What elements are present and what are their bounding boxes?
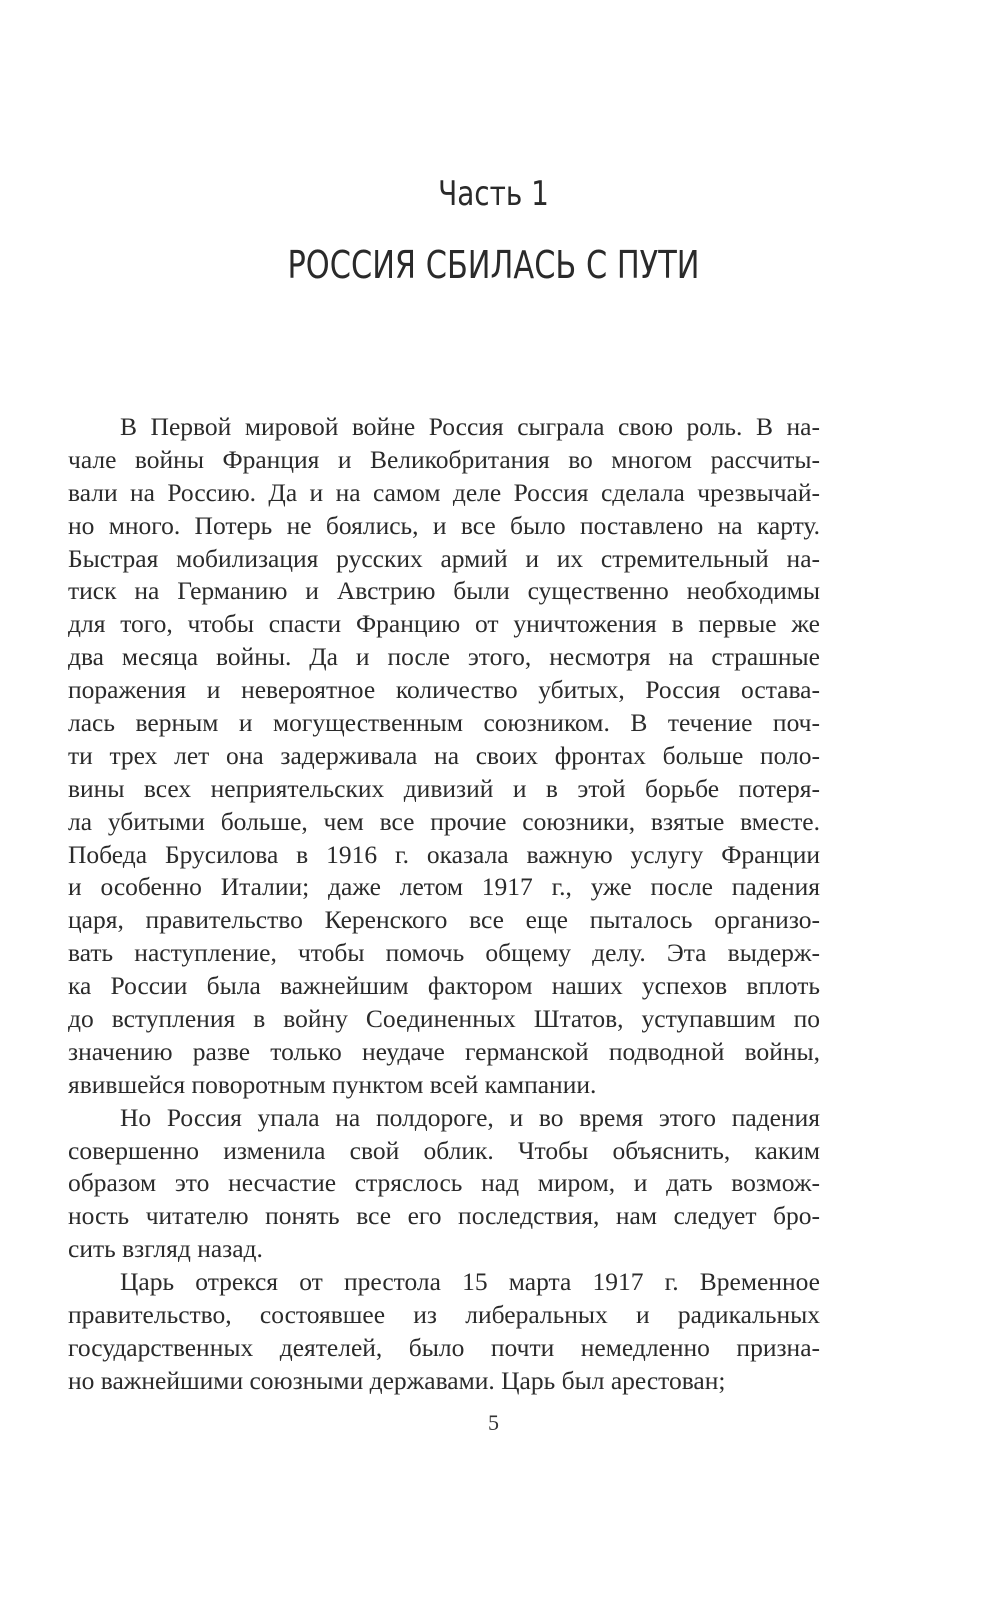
- paragraph: [68, 1266, 820, 1398]
- text-line: до вступления в войну Соединенных Штатов, уступавшим по: [68, 1004, 820, 1034]
- text-line: но много. Потерь не боялись, и все было поставлено на карту.: [68, 510, 820, 540]
- text-line: и особенно Италии; даже летом 1917 г., уже после падения: [68, 872, 820, 902]
- page-number: 5: [488, 1410, 499, 1435]
- text-line: вали на Россию. Да и на самом деле Россия сделала чрезвычай-: [68, 477, 820, 507]
- text-line: вать наступление, чтобы помочь общему делу. Эта выдерж-: [68, 938, 820, 968]
- text-line: чале войны Франция и Великобритания во многом рассчиты-: [68, 444, 820, 474]
- text-line: ка России была важнейшим фактором наших успехов вплоть: [68, 971, 820, 1001]
- text-line: два месяца войны. Да и после этого, несмотря на страшные: [68, 642, 820, 672]
- text-line: В Первой мировой войне Россия сыграла свою роль. В на-: [120, 412, 820, 441]
- text-line: Победа Брусилова в 1916 г. оказала важную услугу Франции: [68, 839, 820, 869]
- text-line: значению разве только неудаче германской подводной войны,: [68, 1036, 820, 1066]
- text-line: Царь отрекся от престола 15 марта 1917 г. Временное: [120, 1267, 820, 1297]
- text-line: тиск на Германию и Австрию были существенно необходимы: [68, 576, 820, 606]
- text-line: правительство, состоявшее из либеральных и радикальных: [68, 1300, 820, 1330]
- text-line: но важнейшими союзными державами. Царь был арестован;: [68, 1365, 726, 1395]
- text-line: поражения и невероятное количество убитых, Россия остава-: [68, 675, 820, 705]
- text-line: явившейся поворотным пунктом всей кампании.: [68, 1069, 597, 1099]
- part-label: Часть 1: [438, 174, 549, 214]
- text-line: для того, чтобы спасти Францию от уничтожения в первые же: [68, 609, 820, 639]
- part-title: РОССИЯ СБИЛАСЬ С ПУТИ: [287, 243, 700, 287]
- text-line: государственных деятелей, было почти немедленно призна-: [68, 1332, 820, 1362]
- text-line: царя, правительство Керенского все еще пыталось организо-: [68, 905, 820, 935]
- paragraph: [68, 411, 820, 1102]
- text-line: ность читателю понять все его последствия, нам следует бро-: [68, 1201, 820, 1231]
- text-line: образом это несчастие стряслось над миром, и дать возмож-: [68, 1168, 820, 1198]
- text-line: Быстрая мобилизация русских армий и их стремительный на-: [68, 543, 820, 573]
- paragraph: [68, 1102, 820, 1266]
- text-line: ти трех лет она задерживала на своих фронтах больше поло-: [68, 740, 820, 770]
- text-line: совершенно изменила свой облик. Чтобы объяснить, каким: [68, 1135, 820, 1165]
- body-text: [68, 411, 820, 1398]
- text-line: вины всех неприятельских дивизий и в этой борьбе потеря-: [68, 773, 820, 803]
- text-line: сить взгляд назад.: [68, 1234, 263, 1264]
- text-line: ла убитыми больше, чем все прочие союзники, взятые вместе.: [68, 806, 820, 836]
- text-line: лась верным и могущественным союзником. В течение поч-: [68, 708, 820, 738]
- text-line: Но Россия упала на полдороге, и во время этого падения: [120, 1102, 820, 1132]
